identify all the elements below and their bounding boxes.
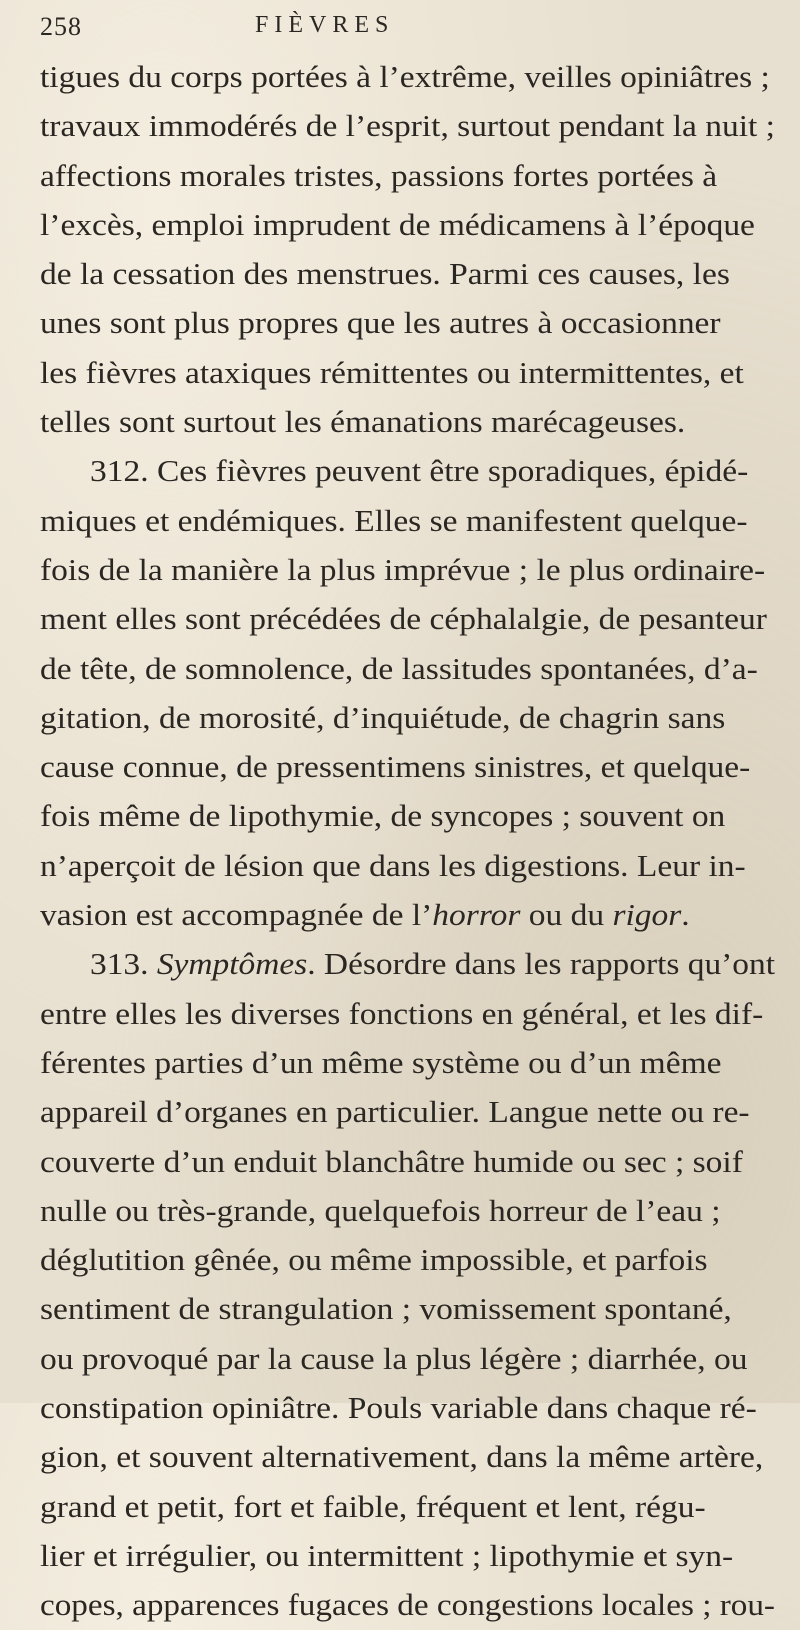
- text-segment: n’aperçoit de lésion que dans les digestions. Leur in-: [40, 847, 746, 883]
- text-segment: ou du: [520, 897, 613, 933]
- text-line: [40, 496, 780, 545]
- text-line: [40, 890, 780, 939]
- text-segment: cause connue, de pressentimens sinistres, et quelque-: [40, 749, 751, 785]
- text-line: [40, 939, 780, 988]
- text-segment: miques et endémiques. Elles se manifestent quelque-: [40, 502, 748, 538]
- text-segment: constipation opiniâtre. Pouls variable dans chaque ré-: [40, 1390, 757, 1426]
- italic-term: rigor: [612, 897, 682, 933]
- text-segment: gitation, de morosité, d’inquiétude, de chagrin sans: [40, 699, 726, 735]
- text-segment: de tête, de somnolence, de lassitudes spontanées, d’a-: [40, 650, 758, 686]
- text-segment: de la cessation des menstrues. Parmi ces causes, les: [40, 256, 730, 292]
- body-text: [40, 52, 780, 1630]
- text-segment: fois même de lipothymie, de syncopes ; souvent on: [40, 798, 726, 834]
- text-line: [40, 594, 780, 643]
- text-segment: unes sont plus propres que les autres à occasionner: [40, 305, 721, 341]
- text-segment: entre elles les diverses fonctions en général, et les dif-: [40, 995, 764, 1031]
- text-segment: travaux immodérés de l’esprit, surtout pendant la nuit ;: [40, 108, 775, 144]
- text-segment: lier et irrégulier, ou intermittent ; lipothymie et syn-: [40, 1537, 734, 1573]
- text-segment: sentiment de strangulation ; vomissement spontané,: [40, 1291, 732, 1327]
- text-line: [40, 1235, 780, 1284]
- text-segment: .: [681, 897, 690, 933]
- text-line: [40, 989, 780, 1038]
- text-line: [40, 1137, 780, 1186]
- text-segment: affections morales tristes, passions fortes portées à: [40, 157, 718, 193]
- text-line: [40, 1432, 780, 1481]
- text-line: [40, 791, 780, 840]
- text-line: [40, 742, 780, 791]
- italic-term: Symptômes: [156, 946, 308, 982]
- text-line: [40, 693, 780, 742]
- text-line: [40, 545, 780, 594]
- text-segment: fois de la manière la plus imprévue ; le plus ordinaire-: [40, 551, 766, 587]
- text-segment: ment elles sont précédées de céphalalgie, de pesanteur: [40, 601, 767, 637]
- text-line: [40, 1482, 780, 1531]
- text-segment: appareil d’organes en particulier. Langue nette ou re-: [40, 1094, 750, 1130]
- text-segment: telles sont surtout les émanations marécageuses.: [40, 404, 686, 440]
- italic-term: horror: [432, 897, 521, 933]
- text-segment: l’excès, emploi imprudent de médicamens à l’époque: [40, 206, 755, 242]
- text-segment: copes, apparences fugaces de congestions locales ; rou-: [40, 1587, 775, 1623]
- text-line: [40, 249, 780, 298]
- text-line: [40, 841, 780, 890]
- text-line: [40, 446, 780, 495]
- text-line: [40, 1186, 780, 1235]
- text-segment: vasion est accompagnée de l’: [40, 897, 433, 933]
- running-head: FIÈVRES: [255, 12, 395, 38]
- text-segment: ou provoqué par la cause la plus légère ; diarrhée, ou: [40, 1340, 748, 1376]
- text-line: [40, 298, 780, 347]
- text-line: [40, 200, 780, 249]
- page-header: [40, 8, 560, 48]
- text-line: [40, 348, 780, 397]
- page-number: 258: [40, 12, 82, 41]
- text-segment: les fièvres ataxiques rémittentes ou intermittentes, et: [40, 354, 744, 390]
- text-line: [40, 1383, 780, 1432]
- text-line: [40, 1580, 780, 1629]
- text-segment: 312. Ces fièvres peuvent être sporadiques, épidé-: [90, 453, 749, 489]
- text-line: [40, 1038, 780, 1087]
- text-line: [40, 1087, 780, 1136]
- text-segment: férentes parties d’un même système ou d’un même: [40, 1044, 722, 1080]
- text-segment: . Désordre dans les rapports qu’ont: [307, 946, 776, 982]
- text-line: [40, 397, 780, 446]
- text-segment: nulle ou très-grande, quelquefois horreur de l’eau ;: [40, 1192, 721, 1228]
- text-line: [40, 151, 780, 200]
- text-segment: 313.: [90, 946, 157, 982]
- text-line: [40, 1334, 780, 1383]
- text-segment: grand et petit, fort et faible, fréquent et lent, régu-: [40, 1488, 706, 1524]
- text-line: [40, 101, 780, 150]
- text-line: [40, 1531, 780, 1580]
- text-segment: tigues du corps portées à l’extrême, veilles opiniâtres ;: [40, 59, 770, 94]
- text-line: [40, 52, 780, 101]
- text-segment: couverte d’un enduit blanchâtre humide ou sec ; soif: [40, 1143, 743, 1179]
- text-segment: gion, et souvent alternativement, dans la même artère,: [40, 1439, 764, 1475]
- text-line: [40, 644, 780, 693]
- text-segment: déglutition gênée, ou même impossible, et parfois: [40, 1242, 708, 1278]
- text-line: [40, 1284, 780, 1333]
